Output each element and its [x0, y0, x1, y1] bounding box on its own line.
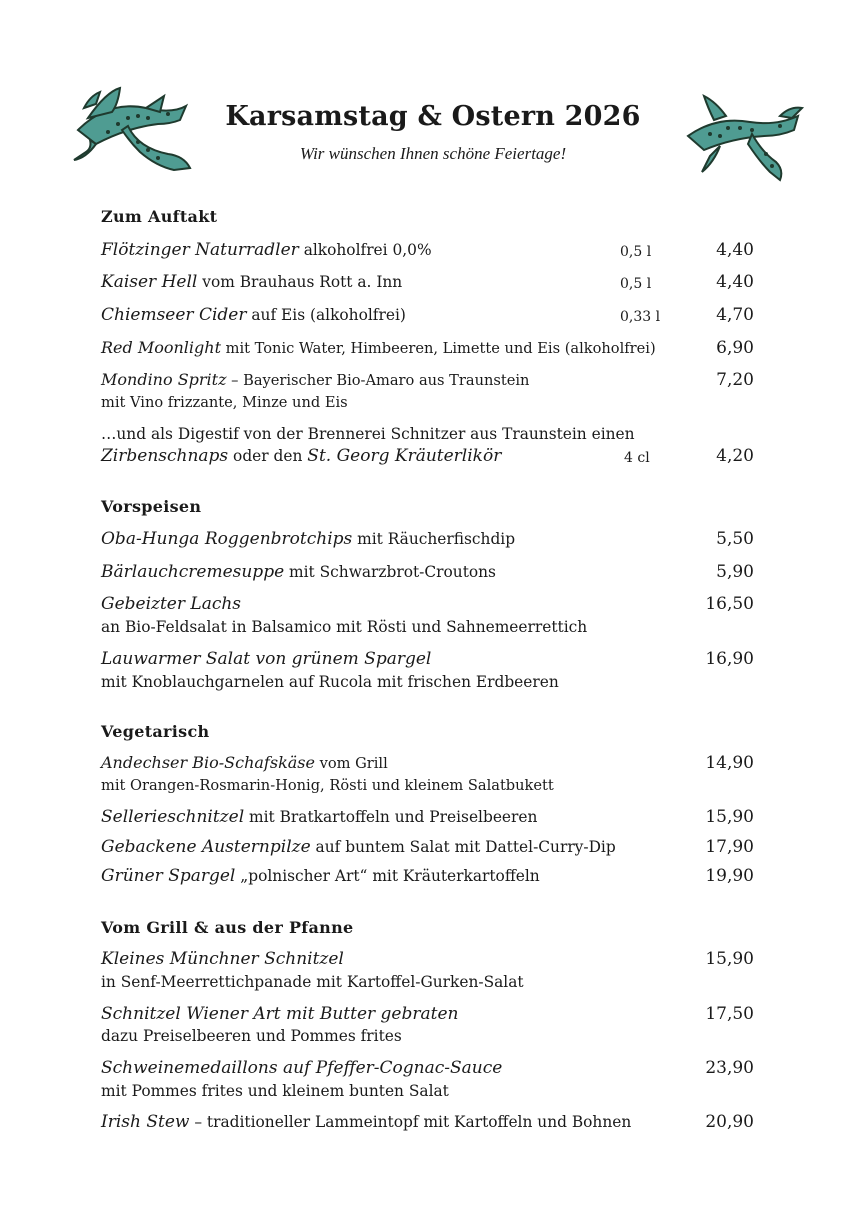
item-price: 5,50 [716, 529, 754, 549]
item-price: 16,50 [705, 594, 754, 614]
menu-item: Sellerieschnitzel mit Bratkartoffeln und Preiselbeeren [101, 807, 538, 827]
item-description: an Bio-Feldsalat in Balsamico mit Rösti und Sahnemeerrettich [101, 618, 588, 636]
item-size: 4 cl [624, 450, 650, 466]
item-price: 16,90 [705, 649, 754, 669]
menu-item: Kleines Münchner Schnitzel [101, 949, 344, 969]
item-price: 20,90 [705, 1112, 754, 1132]
item-price: 19,90 [705, 866, 754, 886]
section-heading-grill: Vom Grill & aus der Pfanne [101, 918, 354, 937]
item-price: 6,90 [716, 338, 754, 358]
item-price: 17,90 [705, 837, 754, 857]
item-price: 14,90 [705, 753, 754, 773]
menu-item: Chiemseer Cider auf Eis (alkoholfrei) [101, 305, 406, 325]
item-description: dazu Preiselbeeren und Pommes frites [101, 1027, 402, 1045]
menu-item: Schweinemedaillons auf Pfeffer-Cognac-Sauce [101, 1058, 503, 1078]
item-description: in Senf-Meerrettichpanade mit Kartoffel-Gurken-Salat [101, 973, 524, 991]
page-title: Karsamstag & Ostern 2026 [225, 101, 641, 132]
item-description: mit Vino frizzante, Minze und Eis [101, 394, 348, 411]
item-size: 0,5 l [620, 276, 652, 292]
section-heading-vorspeisen: Vorspeisen [101, 497, 202, 516]
section-heading-auftakt: Zum Auftakt [101, 207, 218, 226]
item-price: 4,20 [716, 446, 754, 466]
item-price: 4,40 [716, 240, 754, 260]
menu-item: Gebeizter Lachs [101, 594, 242, 614]
item-price: 17,50 [705, 1004, 754, 1024]
menu-item: Bärlauchcremesuppe mit Schwarzbrot-Croutons [101, 562, 496, 582]
menu-item: Lauwarmer Salat von grünem Spargel [101, 649, 432, 669]
item-price: 4,40 [716, 272, 754, 292]
menu-item: Flötzinger Naturradler alkoholfrei 0,0% [101, 240, 432, 260]
menu-item: Mondino Spritz – Bayerischer Bio-Amaro aus Traunstein [101, 370, 530, 389]
menu-item: Grüner Spargel „polnischer Art“ mit Kräuterkartoffeln [101, 866, 540, 886]
menu-item: Irish Stew – traditioneller Lammeintopf mit Kartoffeln und Bohnen [101, 1112, 632, 1132]
page-subtitle: Wir wünschen Ihnen schöne Feiertage! [299, 144, 567, 163]
item-description: mit Knoblauchgarnelen auf Rucola mit frischen Erdbeeren [101, 673, 559, 691]
menu-item: Oba-Hunga Roggenbrotchips mit Räucherfischdip [101, 529, 516, 549]
item-price: 7,20 [716, 370, 754, 390]
item-price: 15,90 [705, 807, 754, 827]
menu-item: Kaiser Hell vom Brauhaus Rott a. Inn [101, 272, 403, 292]
item-size: 0,33 l [620, 309, 661, 325]
menu-item: Schnitzel Wiener Art mit Butter gebraten [101, 1004, 459, 1024]
menu-item: Red Moonlight mit Tonic Water, Himbeeren, Limette und Eis (alkoholfrei) [101, 338, 656, 357]
item-description: mit Orangen-Rosmarin-Honig, Rösti und kleinem Salatbukett [101, 777, 554, 794]
menu-item: Zirbenschnaps oder den St. Georg Kräuterlikör [101, 446, 502, 466]
menu-item: Andechser Bio-Schafskäse vom Grill [101, 753, 388, 772]
section-heading-vegetarisch: Vegetarisch [101, 722, 210, 741]
item-price: 5,90 [716, 562, 754, 582]
menu-item: Gebackene Austernpilze auf buntem Salat mit Dattel-Curry-Dip [101, 837, 616, 857]
item-description: …und als Digestif von der Brennerei Schnitzer aus Traunstein einen [101, 425, 635, 443]
item-description: mit Pommes frites und kleinem bunten Salat [101, 1082, 449, 1100]
item-size: 0,5 l [620, 244, 652, 260]
item-price: 23,90 [705, 1058, 754, 1078]
item-price: 15,90 [705, 949, 754, 969]
item-price: 4,70 [716, 305, 754, 325]
